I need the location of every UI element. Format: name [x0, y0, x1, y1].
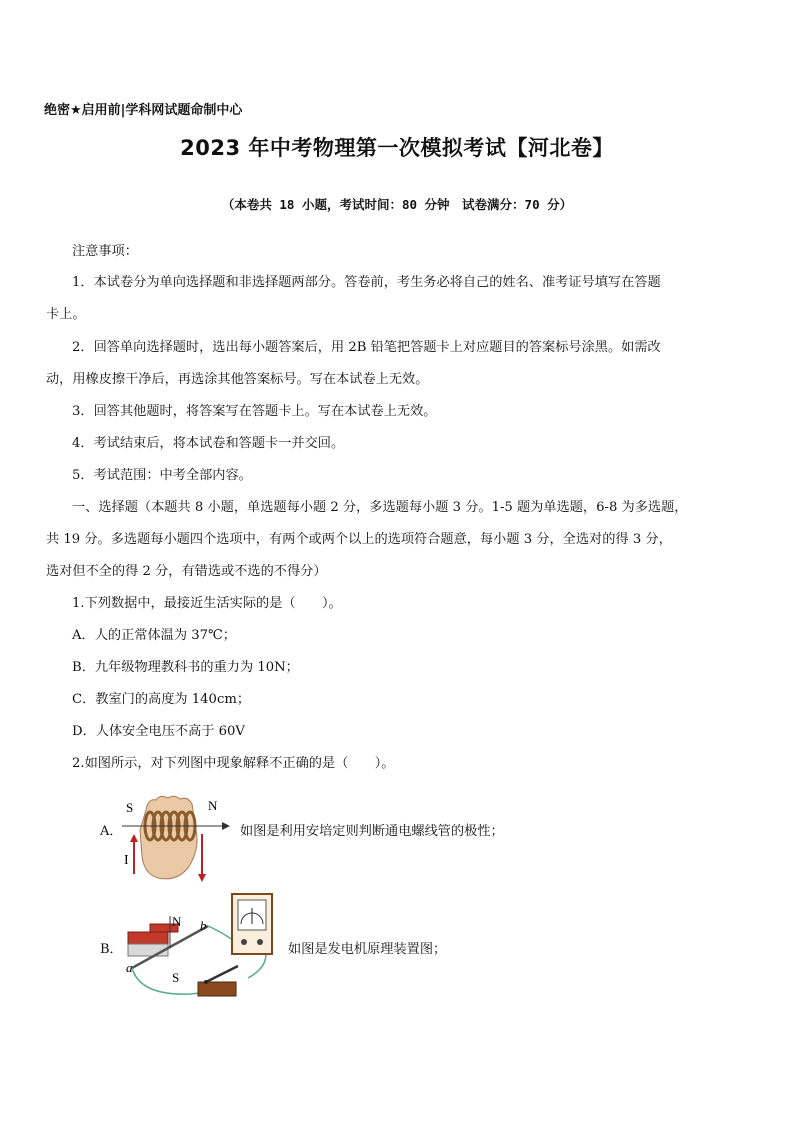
- fig-a-n-label: N: [208, 798, 218, 813]
- generator-figure: [120, 886, 285, 1004]
- note-5: 5．考试范围：中考全部内容。: [72, 468, 252, 483]
- note-4: 4．考试结束后，将本试卷和答题卡一并交回。: [72, 436, 345, 451]
- fig-a-i-label: I: [124, 853, 129, 868]
- note-1-cont: 卡上。: [46, 307, 86, 322]
- solenoid-hand-figure: [118, 790, 238, 885]
- fig-b-a-label: a: [126, 960, 133, 975]
- q2-option-b-label: B．: [100, 942, 123, 957]
- confidential-tag: 绝密★启用前|学科网试题命制中心: [44, 103, 243, 118]
- section-intro-2: 共 19 分。多选题每小题四个选项中，有两个或两个以上的选项符合题意，每小题 3 分，全选对的得 3 分，: [46, 532, 672, 547]
- note-1: 1．本试卷分为单向选择题和非选择题两部分。答卷前，考生务必将自己的姓名、准考证号填写在答题: [72, 275, 661, 290]
- q2-option-b-caption: 如图是发电机原理装置图；: [288, 942, 447, 957]
- fig-b-b-label: b: [200, 918, 207, 933]
- q1-stem: 1.下列数据中，最接近生活实际的是（ ）。: [72, 596, 342, 611]
- q2-option-a-caption: 如图是利用安培定则判断通电螺线管的极性；: [240, 824, 504, 839]
- q2-stem: 2.如图所示，对下列图中现象解释不正确的是（ ）。: [72, 756, 395, 771]
- note-2-cont: 动，用橡皮擦干净后，再选涂其他答案标号。写在本试卷上无效。: [46, 372, 429, 387]
- note-3: 3．回答其他题时，将答案写在答题卡上。写在本试卷上无效。: [72, 404, 437, 419]
- q2-option-a-label: A．: [100, 824, 123, 839]
- section-intro-3: 选对但不全的得 2 分，有错选或不选的不得分）: [46, 564, 327, 579]
- q1-option-a: A．人的正常体温为 37℃；: [72, 628, 236, 643]
- section-intro-1: 一、选择题（本题共 8 小题，单选题每小题 2 分，多选题每小题 3 分。1-5 题为单选题，6-8 为多选题，: [72, 500, 688, 515]
- q1-option-c: C．教室门的高度为 140cm；: [72, 692, 251, 707]
- fig-a-s-label: S: [126, 800, 134, 815]
- q1-option-d: D．人体安全电压不高于 60V: [72, 724, 245, 739]
- fig-b-n-label: N: [172, 914, 182, 929]
- note-2: 2．回答单向选择题时，选出每小题答案后，用 2B 铅笔把答题卡上对应题目的答案标号涂黑。如需改: [72, 340, 661, 355]
- notes-heading: 注意事项：: [72, 244, 138, 259]
- fig-b-s-label: S: [172, 970, 180, 985]
- exam-subtitle: （本卷共 18 小题，考试时间：80 分钟 试卷满分：70 分）: [221, 197, 573, 212]
- exam-title: 2023 年中考物理第一次模拟考试【河北卷】: [180, 136, 614, 160]
- q1-option-b: B．九年级物理教科书的重力为 10N；: [72, 660, 299, 675]
